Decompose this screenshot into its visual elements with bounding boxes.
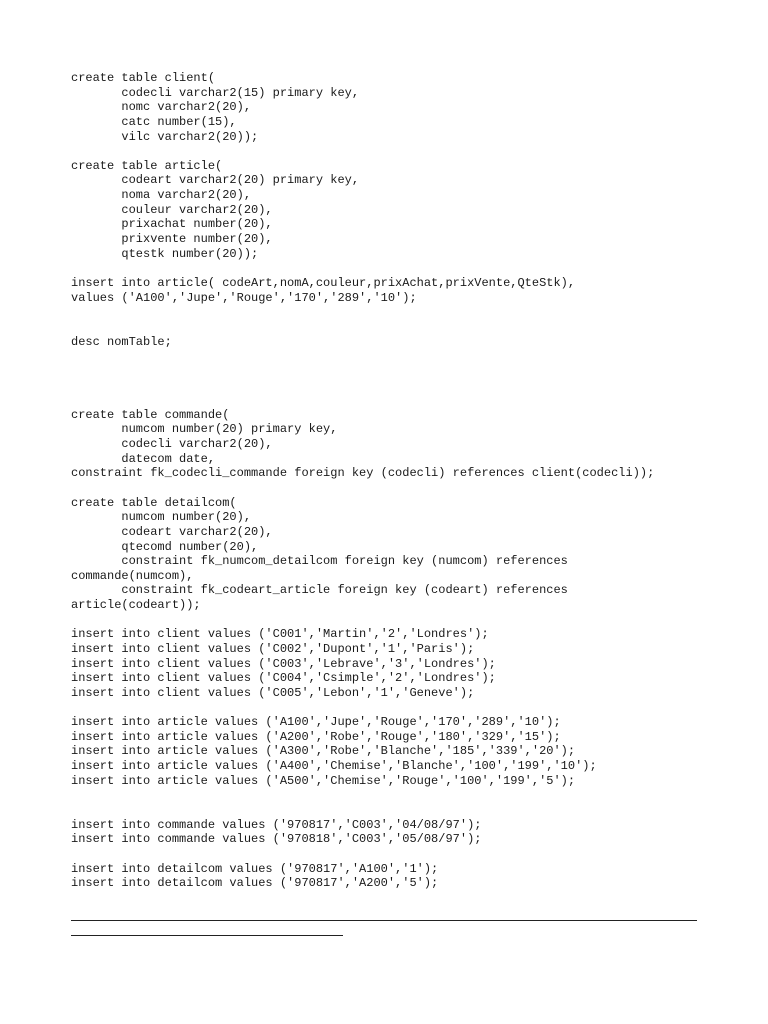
code-line: insert into commande values ('970817','C003','04/08/97'); [71,817,482,832]
code-line [71,320,654,335]
code-line: qtecomd number(20), [71,539,259,554]
code-line: vilc varchar2(20)); [71,129,259,144]
code-line [71,803,654,818]
code-line: desc nomTable; [71,334,172,349]
code-line: create table commande( [71,407,230,422]
code-line [71,847,654,862]
code-line: constraint fk_codeart_article foreign key (codeart) references [71,583,568,598]
code-line: insert into article values ('A100','Jupe','Rouge','170','289','10'); [71,715,561,730]
code-line: catc number(15), [71,114,237,129]
code-line: insert into article values ('A300','Robe','Blanche','185','339','20'); [71,744,576,759]
code-line: insert into detailcom values ('970817','A100','1'); [71,861,439,876]
code-line: insert into client values ('C001','Martin','2','Londres'); [71,627,489,642]
code-line [71,788,654,803]
code-line [71,144,654,159]
code-line: prixvente number(20), [71,232,273,247]
code-line: insert into article values ('A500','Chemise','Rouge','100','199','5'); [71,773,576,788]
code-line: codeart varchar2(20) primary key, [71,173,360,188]
code-line: insert into article values ('A400','Chemise','Blanche','100','199','10'); [71,759,597,774]
code-line: noma varchar2(20), [71,188,252,203]
code-line: numcom number(20), [71,510,252,525]
code-line: insert into article values ('A200','Robe','Rouge','180','329','15'); [71,729,561,744]
code-line: insert into article( codeArt,nomA,couleur,prixAchat,prixVente,QteStk), [71,275,576,290]
code-line: create table client( [71,71,216,85]
code-line: codecli varchar2(20), [71,437,273,452]
code-line [71,378,654,393]
code-line: codeart varchar2(20), [71,524,273,539]
code-line: numcom number(20) primary key, [71,422,338,437]
code-line: article(codeart)); [71,598,201,613]
code-line [71,349,654,364]
code-line: insert into commande values ('970818','C003','05/08/97'); [71,832,482,847]
code-line [71,364,654,379]
code-line: nomc varchar2(20), [71,100,252,115]
code-line: couleur varchar2(20), [71,202,273,217]
code-line: commande(numcom), [71,568,194,583]
code-line: codecli varchar2(15) primary key, [71,85,360,100]
horizontal-rule-short [71,935,343,936]
code-line: insert into client values ('C005','Lebon','1','Geneve'); [71,685,475,700]
code-line [71,261,654,276]
code-line [71,481,654,496]
sql-code-block [71,71,654,891]
code-line: values ('A100','Jupe','Rouge','170','289','10'); [71,290,417,305]
code-line [71,305,654,320]
code-line: datecom date, [71,451,216,466]
code-line: constraint fk_codecli_commande foreign key (codecli) references client(codecli)); [71,466,655,481]
code-line: insert into detailcom values ('970817','A200','5'); [71,876,439,891]
code-line: create table article( [71,158,223,173]
code-line: prixachat number(20), [71,217,273,232]
code-line: create table detailcom( [71,495,237,510]
code-line: insert into client values ('C002','Dupont','1','Paris'); [71,641,475,656]
code-line: qtestk number(20)); [71,246,259,261]
code-line [71,393,654,408]
horizontal-rule [71,920,697,921]
code-line: insert into client values ('C004','Csimple','2','Londres'); [71,671,496,686]
code-line [71,701,654,716]
code-line [71,613,654,628]
code-line: constraint fk_numcom_detailcom foreign key (numcom) references [71,554,568,569]
code-line: insert into client values ('C003','Lebrave','3','Londres'); [71,656,496,671]
